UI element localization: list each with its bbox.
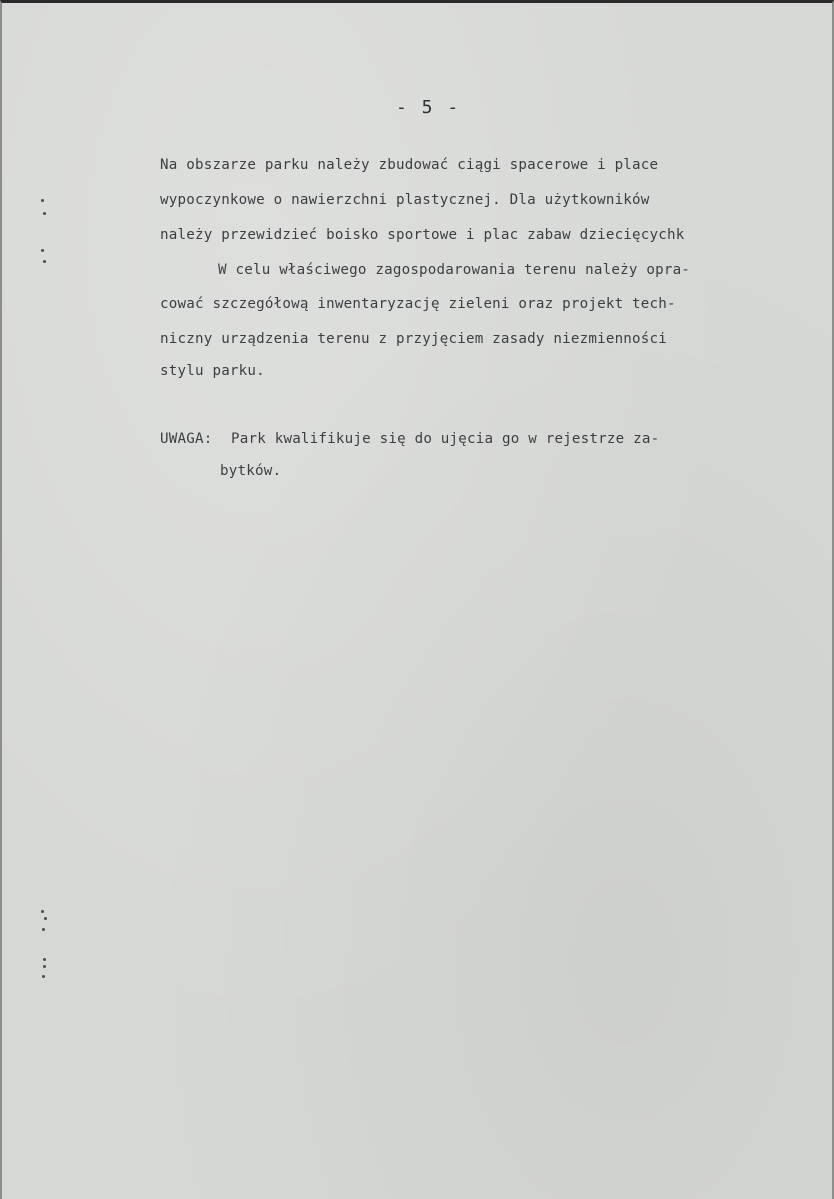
margin-mark (43, 212, 46, 215)
margin-mark (43, 260, 46, 263)
note-label: UWAGA: (160, 431, 213, 447)
margin-mark (41, 249, 44, 252)
margin-mark (43, 958, 46, 961)
note-line-1: Park kwalifikuje się do ujęcia go w rejestrze za- (231, 431, 660, 447)
paragraph-1-line-2: wypoczynkowe o nawierzchni plastycznej. Dla użytkowników (160, 192, 650, 208)
paragraph-1-line-3: należy przewidzieć boisko sportowe i plac zabaw dziecięcychk (160, 227, 685, 243)
page-number: - 5 - (396, 97, 461, 118)
paragraph-2-line-3: niczny urządzenia terenu z przyjęciem zasady niezmienności (160, 331, 668, 347)
margin-mark (42, 975, 45, 978)
note-line-2: bytków. (220, 463, 282, 479)
paragraph-2-line-4: stylu parku. (160, 363, 265, 379)
margin-mark (41, 910, 44, 913)
paragraph-2-line-2: cować szczegółową inwentaryzację zieleni oraz projekt tech- (160, 296, 676, 312)
margin-mark (43, 965, 46, 968)
margin-mark (44, 917, 47, 920)
paragraph-1-line-1: Na obszarze parku należy zbudować ciągi spacerowe i place (160, 157, 659, 173)
margin-mark (41, 199, 44, 202)
paragraph-2-line-1: W celu właściwego zagospodarowania terenu należy opra- (218, 262, 691, 278)
margin-mark (42, 928, 45, 931)
